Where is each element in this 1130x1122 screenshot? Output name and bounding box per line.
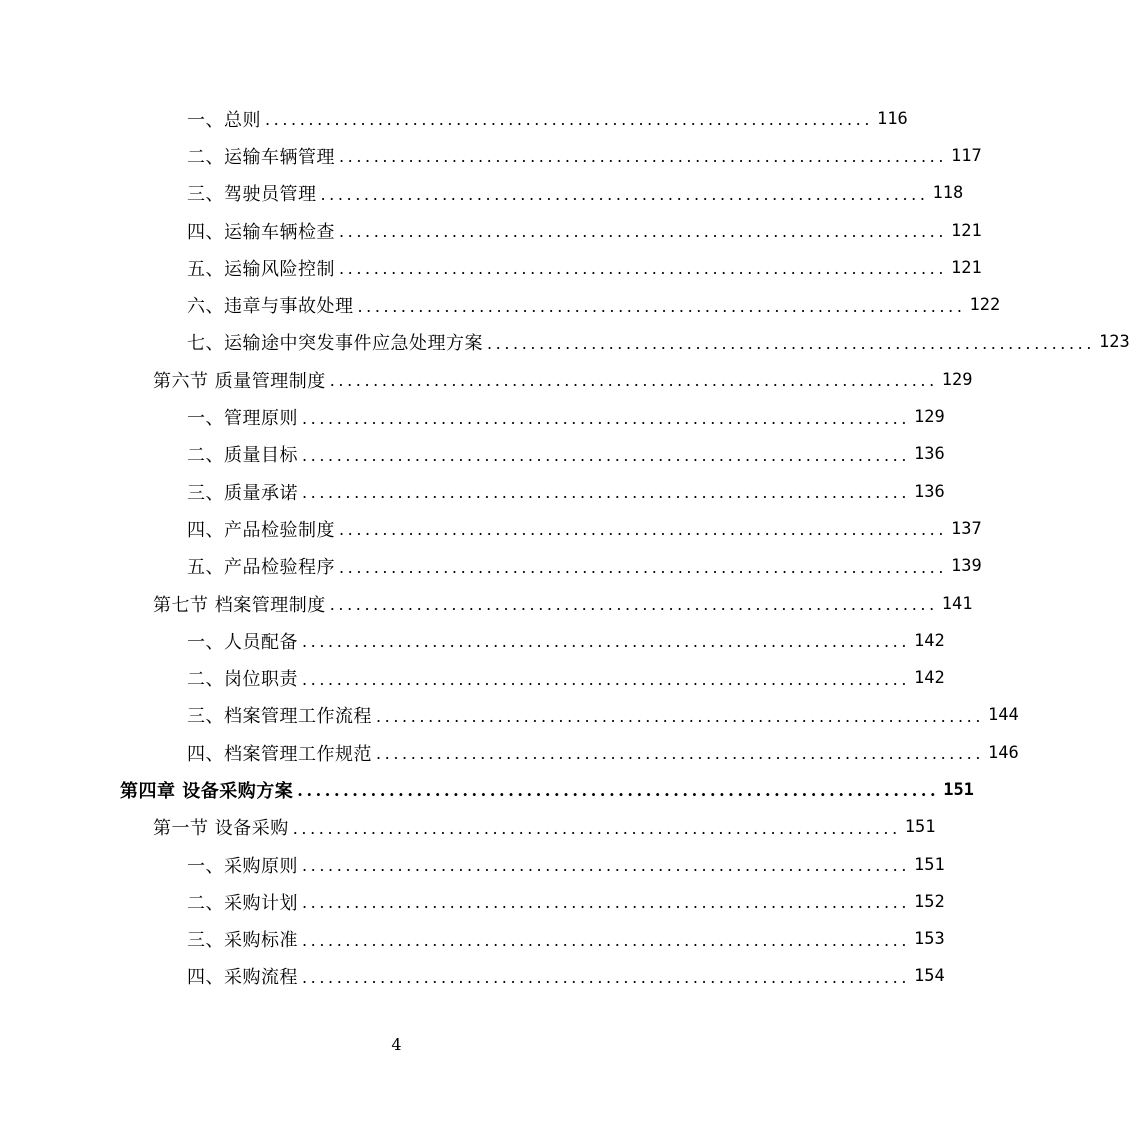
toc-dot-leader: ......................................................................	[339, 259, 948, 279]
toc-entry-title: 四、运输车辆检查	[187, 221, 335, 243]
toc-dot-leader: ......................................................................	[320, 184, 929, 204]
toc-entry-page: 139	[951, 556, 982, 577]
toc-entry[interactable]	[0, 622, 945, 659]
toc-entry[interactable]	[0, 510, 982, 547]
toc-entry-page: 122	[969, 295, 1001, 316]
toc-entry-title: 六、违章与事故处理	[187, 296, 354, 318]
toc-dot-leader: ......................................................................	[376, 744, 985, 764]
toc-entry-page: 121	[951, 220, 982, 241]
toc-section-entry[interactable]	[0, 361, 973, 398]
toc-entry-page: 129	[914, 407, 945, 428]
toc-entry[interactable]	[0, 846, 945, 883]
toc-entry-title: 四、产品检验制度	[187, 519, 335, 541]
toc-entry[interactable]	[0, 436, 945, 473]
toc-entry-page: 136	[914, 444, 945, 465]
toc-entry-page: 141	[941, 593, 973, 614]
toc-entry-title: 第一节 设备采购	[153, 818, 289, 840]
toc-dot-leader: ......................................................................	[339, 222, 948, 242]
page-number: 4	[391, 1035, 402, 1054]
toc-entry[interactable]	[0, 921, 945, 958]
toc-entry-title: 一、人员配备	[187, 631, 298, 653]
toc-entry-page: 116	[877, 108, 908, 129]
toc-entry-title: 一、管理原则	[187, 408, 298, 430]
toc-entry[interactable]	[0, 883, 945, 920]
toc-entry[interactable]	[0, 548, 982, 585]
toc-entry-page: 151	[914, 854, 945, 875]
toc-entry-page: 142	[914, 668, 945, 689]
toc-entry-title: 三、质量承诺	[187, 482, 298, 504]
toc-entry[interactable]	[0, 398, 945, 435]
toc-entry-page: 152	[914, 891, 945, 912]
toc-entry-title: 第四章 设备采购方案	[120, 780, 294, 802]
toc-dot-leader: ......................................................................	[302, 445, 911, 465]
toc-entry-page: 136	[914, 481, 945, 502]
toc-entry[interactable]	[0, 249, 982, 286]
toc-dot-leader: ......................................................................	[329, 595, 938, 614]
toc-dot-leader: ......................................................................	[302, 967, 911, 987]
toc-entry-title: 七、运输途中突发事件应急处理方案	[187, 333, 483, 355]
toc-dot-leader: ......................................................................	[302, 632, 911, 652]
toc-dot-leader: ......................................................................	[302, 893, 911, 913]
toc-entry-title: 三、驾驶员管理	[187, 184, 317, 206]
toc-entry-title: 三、采购标准	[187, 930, 298, 952]
toc-entry-title: 二、质量目标	[187, 445, 298, 467]
toc-entry-page: 123	[1099, 332, 1130, 353]
toc-entry-page: 151	[904, 817, 936, 838]
toc-entry[interactable]	[0, 958, 945, 995]
toc-entry[interactable]	[0, 212, 982, 249]
toc-section-entry[interactable]	[0, 809, 936, 846]
toc-entry[interactable]	[0, 100, 908, 137]
toc-dot-leader: ......................................................................	[302, 669, 911, 689]
toc-entry-page: 121	[951, 257, 982, 278]
toc-dot-leader: ......................................................................	[302, 408, 911, 428]
toc-dot-leader: ......................................................................	[376, 706, 985, 726]
toc-entry-title: 三、档案管理工作流程	[187, 706, 372, 728]
toc-entry[interactable]	[0, 473, 945, 510]
toc-entry-title: 五、运输风险控制	[187, 258, 335, 280]
toc-entry[interactable]	[0, 137, 982, 174]
toc-chapter-entry[interactable]	[0, 771, 974, 808]
toc-entry-title: 二、运输车辆管理	[187, 146, 335, 168]
toc-dot-leader: ......................................................................	[487, 333, 1096, 353]
toc-section-entry[interactable]	[0, 585, 973, 622]
toc-dot-leader: ......................................................................	[265, 110, 874, 130]
toc-entry[interactable]	[0, 286, 1001, 323]
toc-entry[interactable]	[0, 697, 1019, 734]
toc-dot-leader: ......................................................................	[292, 818, 901, 838]
toc-dot-leader: ......................................................................	[339, 147, 948, 167]
toc-entry-title: 五、产品检验程序	[187, 557, 335, 579]
toc-entry-page: 153	[914, 929, 945, 950]
toc-entry-page: 142	[914, 630, 945, 651]
toc-entry-page: 137	[951, 518, 982, 539]
toc-entry-title: 二、岗位职责	[187, 669, 298, 691]
toc-entry-title: 第六节 质量管理制度	[153, 370, 326, 392]
toc-dot-leader: ......................................................................	[302, 856, 911, 876]
toc-dot-leader: ......................................................................	[302, 930, 911, 950]
toc-entry-page: 129	[941, 369, 973, 390]
toc-entry[interactable]	[0, 175, 964, 212]
toc-entry-title: 二、采购计划	[187, 892, 298, 914]
toc-dot-leader: ......................................................................	[339, 520, 948, 540]
toc-dot-leader: ......................................................................	[339, 557, 948, 577]
toc-entry[interactable]	[0, 324, 1130, 361]
toc-entry-title: 一、总则	[187, 109, 261, 131]
toc-dot-leader: ......................................................................	[297, 781, 940, 801]
toc-entry-page: 117	[951, 145, 982, 166]
toc-entry-title: 第七节 档案管理制度	[153, 594, 326, 616]
toc-entry-title: 四、采购流程	[187, 967, 298, 989]
toc-entry-page: 144	[988, 705, 1019, 726]
toc-entry-page: 146	[988, 742, 1019, 763]
toc-entry-title: 一、采购原则	[187, 855, 298, 877]
table-of-contents	[0, 100, 1130, 995]
toc-entry-page: 154	[914, 966, 945, 987]
toc-entry[interactable]	[0, 734, 1019, 771]
toc-dot-leader: ......................................................................	[302, 483, 911, 503]
toc-entry-page: 118	[932, 183, 964, 204]
toc-entry-title: 四、档案管理工作规范	[187, 743, 372, 765]
toc-entry[interactable]	[0, 659, 945, 696]
toc-dot-leader: ......................................................................	[329, 371, 938, 391]
toc-entry-page: 151	[943, 779, 974, 800]
toc-dot-leader: ......................................................................	[357, 296, 966, 316]
